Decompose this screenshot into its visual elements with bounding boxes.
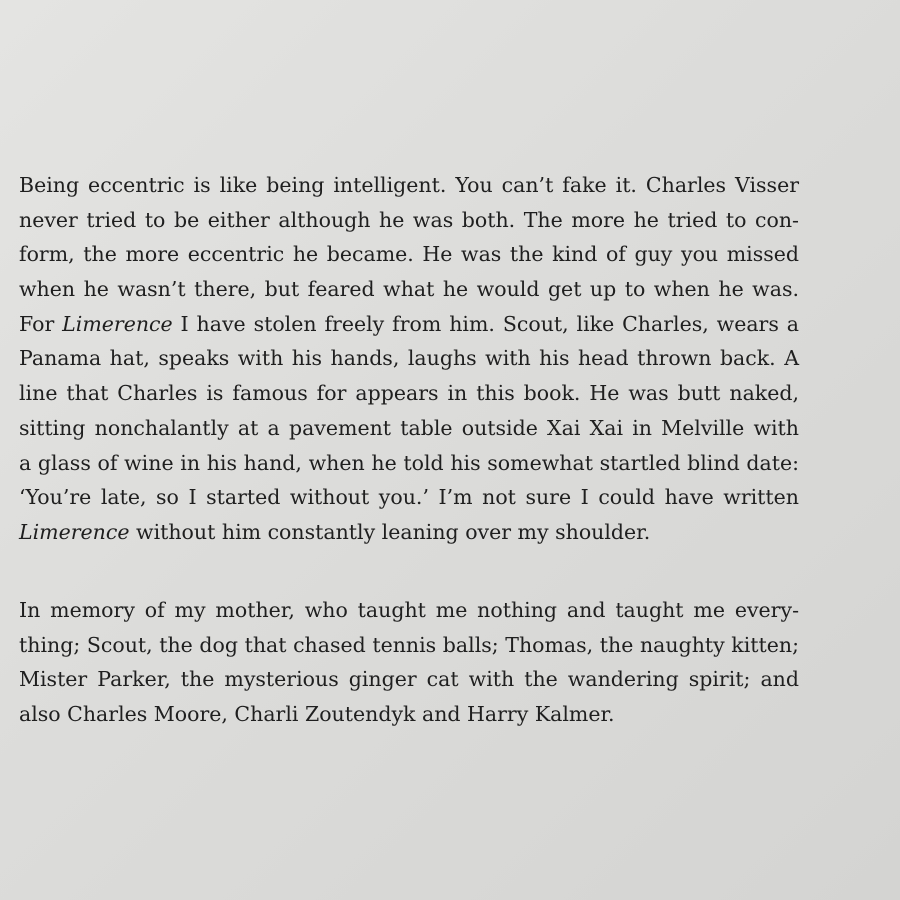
text-line: ‘You’re late, so I started without you.’ I’m not sure I could have written — [19, 485, 799, 510]
book-title-italic: Limerence — [19, 519, 130, 544]
text-run: For — [19, 311, 63, 336]
text-line: form, the more eccentric he became. He was the kind of guy you missed — [19, 242, 799, 267]
text-line: In memory of my mother, who taught me nothing and taught me every- — [19, 598, 799, 622]
text-line: sitting nonchalantly at a pavement table outside Xai Xai in Melville with — [19, 415, 799, 440]
paragraph-charles-visser — [19, 168, 799, 550]
text-line: never tried to be either although he was both. The more he tried to con- — [19, 207, 799, 232]
book-title-italic: Limerence — [62, 311, 173, 336]
text-line: Panama hat, speaks with his hands, laughs with his head thrown back. A — [19, 346, 799, 371]
text-line: thing; Scout, the dog that chased tennis balls; Thomas, the naughty kitten; — [19, 632, 799, 657]
paragraph-in-memory — [19, 593, 799, 732]
text-run: without him constantly leaning over my shoulder. — [129, 519, 651, 544]
text-line: line that Charles is famous for appears in this book. He was butt naked, — [19, 381, 799, 406]
text-line — [19, 515, 799, 550]
text-line: a glass of wine in his hand, when he told his somewhat startled blind date: — [19, 450, 799, 475]
text-line: when he wasn’t there, but feared what he would get up to when he was. — [19, 277, 799, 302]
text-run: I have stolen freely from him. Scout, like Charles, wears a — [172, 311, 799, 336]
text-line: also Charles Moore, Charli Zoutendyk and Harry Kalmer. — [19, 702, 615, 727]
text-line: Mister Parker, the mysterious ginger cat with the wandering spirit; and — [19, 667, 799, 692]
text-line — [19, 307, 799, 342]
text-line: Being eccentric is like being intelligent. You can’t fake it. Charles Visser — [19, 173, 799, 197]
